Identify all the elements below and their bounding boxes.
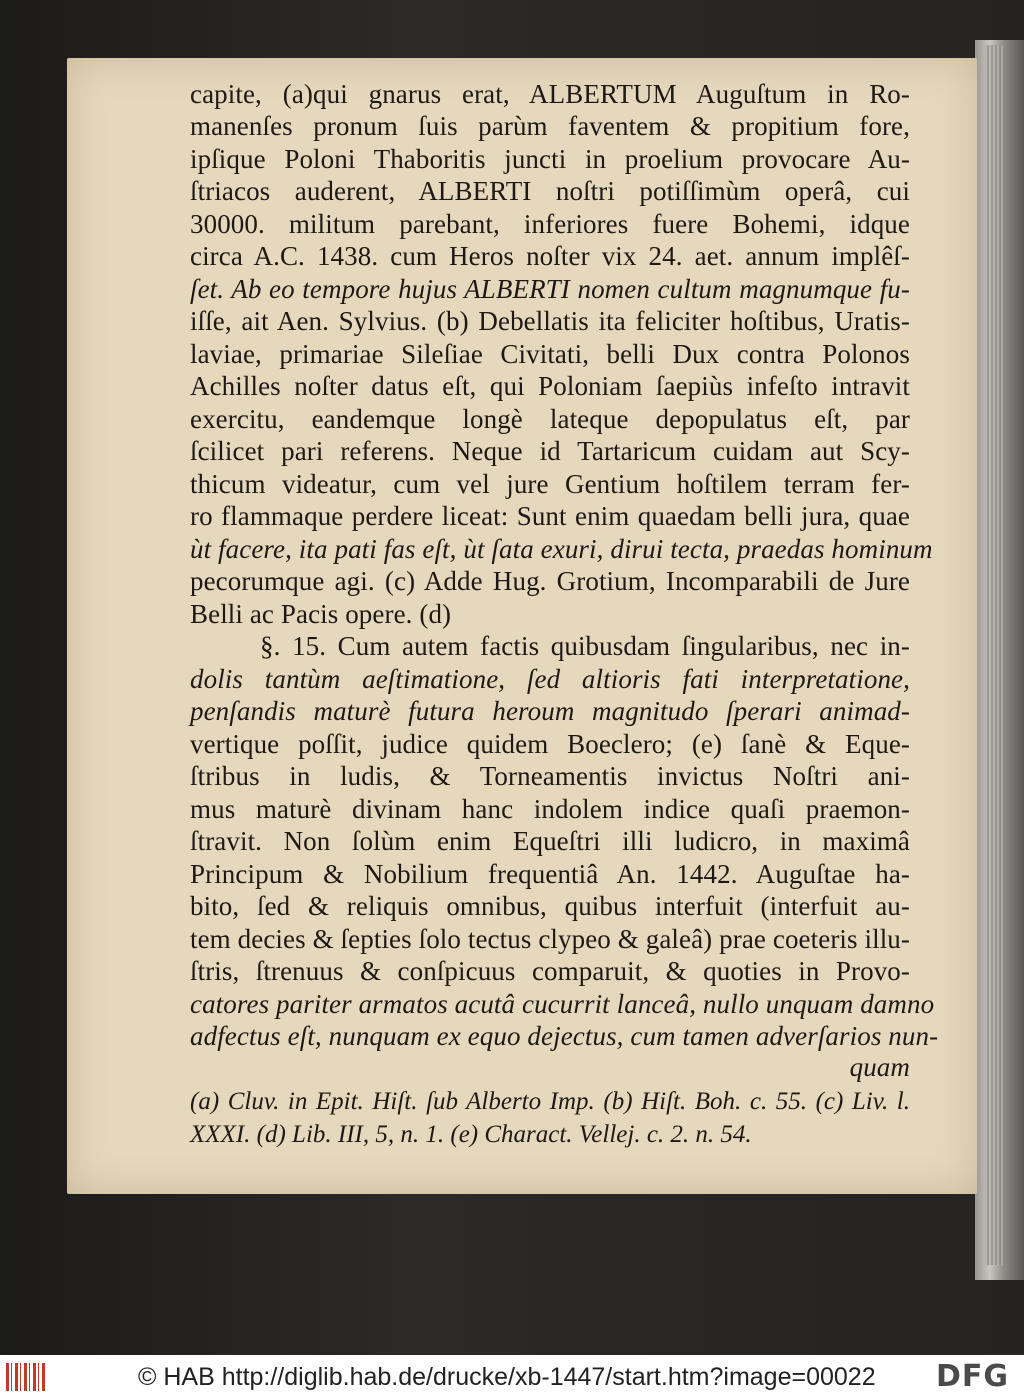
text-line: Achilles noſter datus eſt, qui Poloniam ſaepiùs infeſto intravit <box>190 371 910 401</box>
text-line: Belli ac Pacis opere. (d) <box>190 599 452 629</box>
text-line: ſtravit. Non ſolùm enim Equeſtri illi ludicro, in maximâ <box>190 826 910 856</box>
text-line: pecorumque agi. (c) Adde Hug. Grotium, Incomparabili de Jure <box>190 566 910 596</box>
text-line: vertique poſſit, judice quidem Boeclero; (e) ſanè & Eque- <box>190 729 910 759</box>
catchword: quam <box>849 1052 910 1082</box>
page-edge-stack <box>985 45 1005 1265</box>
text-line: capite, (a)qui gnarus erat, ALBERTUM Auguſtum in Ro- <box>190 79 910 109</box>
text-line: ro flammaque perdere liceat: Sunt enim quaedam belli jura, quae <box>190 501 910 531</box>
text-line: ſtribus in ludis, & Torneamentis invictus Noſtri ani- <box>190 761 910 791</box>
text-line: bito, ſed & reliquis omnibus, quibus interfuit (interfuit au- <box>190 891 910 921</box>
text-line: mus maturè divinam hanc indolem indice quaſi praemon- <box>190 794 910 824</box>
text-line: tem decies & ſepties ſolo tectus clypeo & galeâ) prae coeteris illu- <box>190 924 910 954</box>
viewer-footer <box>0 1355 1024 1399</box>
text-line: ſcilicet pari referens. Neque id Tartaricum cuidam aut Scy- <box>190 436 910 466</box>
text-line: catores pariter armatos acutâ cucurrit lanceâ, nullo unquam damno <box>190 989 935 1019</box>
text-line: laviae, primariae Sileſiae Civitati, belli Dux contra Polonos <box>190 339 910 369</box>
copyright-url[interactable]: © HAB http://diglib.hab.de/drucke/xb-1447/start.htm?image=00022 <box>138 1363 876 1391</box>
text-line: circa A.C. 1438. cum Heros noſter vix 24. aet. annum implêſ- <box>190 241 910 271</box>
text-line: dolis tantùm aeſtimatione, ſed altioris fati interpretatione, <box>190 664 910 694</box>
text-line: ſet. Ab eo tempore hujus ALBERTI nomen cultum magnumque fu- <box>190 274 910 304</box>
text-line: adfectus eſt, nunquam ex equo dejectus, cum tamen adverſarios nun- <box>190 1021 939 1051</box>
text-line: iſſe, ait Aen. Sylvius. (b) Debellatis ita feliciter hoſtibus, Uratis- <box>190 306 910 336</box>
text-line: 30000. militum parebant, inferiores fuere Bohemi, idque <box>190 209 910 239</box>
text-line: penſandis maturè futura heroum magnitudo ſperari animad- <box>190 696 910 726</box>
footnote-line: XXXI. (d) Lib. III, 5, n. 1. (e) Charact. Vellej. c. 2. n. 54. <box>190 1121 752 1148</box>
dfg-logo: DFG <box>936 1359 1010 1394</box>
text-line: ùt facere, ita pati fas eſt, ùt ſata exuri, dirui tecta, praedas hominum <box>190 534 933 564</box>
text-line: thicum videatur, cum vel jure Gentium hoſtilem terram fer- <box>190 469 910 499</box>
text-line: ipſique Poloni Thaboritis juncti in proelium provocare Au- <box>190 144 910 174</box>
footnote-line: (a) Cluv. in Epit. Hiſt. ſub Alberto Imp. (b) Hiſt. Boh. c. 55. (c) Liv. l. <box>190 1088 910 1115</box>
text-line: ſtriacos auderent, ALBERTI noſtri potiſſimùm operâ, cui <box>190 176 910 206</box>
paragraph-start-line: §. 15. Cum autem factis quibusdam ſingularibus, nec in- <box>260 631 910 661</box>
barcode-icon <box>6 1363 46 1391</box>
text-line: Principum & Nobilium frequentiâ An. 1442. Auguſtae ha- <box>190 859 910 889</box>
text-line: exercitu, eandemque longè lateque depopulatus eſt, par <box>190 404 910 434</box>
text-line: ſtris, ſtrenuus & conſpicuus comparuit, & quoties in Provo- <box>190 956 910 986</box>
text-line: manenſes pronum ſuis parùm faventem & propitium fore, <box>190 111 910 141</box>
